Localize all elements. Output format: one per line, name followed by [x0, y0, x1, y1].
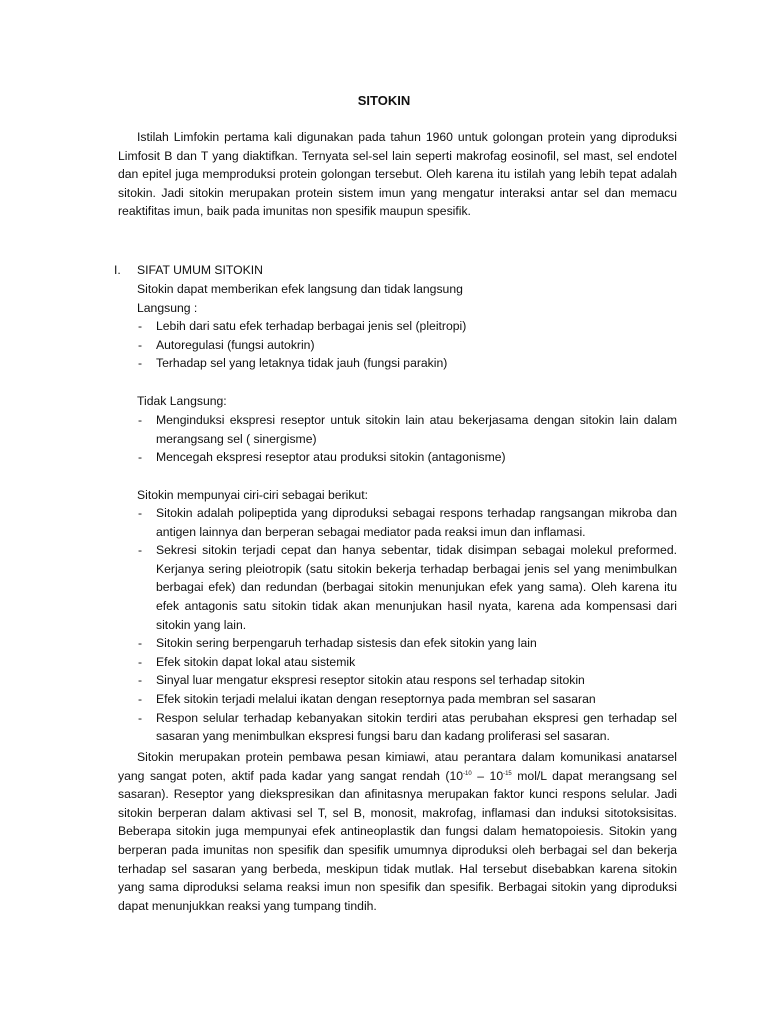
list-item: - Sekresi sitokin terjadi cepat dan hanya sebentar, tidak disimpan sebagai molekul preformed. Kerjanya sering pleiotropik (satu sitokin bekerja terhadap berbagai jenis sel yang menimbulkan berbagai efek) dan redundan (berbagai sitokin menunjukan efek yang sama). Oleh karena itu efek antagonis satu sitokin tidak akan menunjukan hasil nyata, karena ada kompensasi dari sitokin yang lain.: [137, 541, 677, 634]
traits-list: [137, 504, 677, 746]
direct-label: Langsung :: [137, 301, 198, 315]
direct-effects-list: [137, 317, 677, 373]
document-title: SITOKIN: [357, 93, 411, 108]
section-heading: [114, 261, 263, 280]
exponent-2: -15: [503, 770, 512, 777]
closing-text-3: mol/L dapat merangsang sel sasaran). Reseptor yang diekspresikan dan afinitasnya merupakan faktor kunci respons selular. Jadi sitokin berperan dalam aktivasi sel T, sel B, monosit, makrofag, inflamasi dan induksi sitotoksisitas. Beberapa sitokin juga mempunyai efek antineoplastik dan fungsi dalam hematopoiesis. Sitokin yang berperan pada imunitas non spesifik dan spesifik umumnya diproduksi oleh berbagai sel dan bekerja terhadap sel sasaran yang berbeda, meskipun tidak mutlak. Hal tersebut disebabkan karena sitokin yang sama diproduksi selama reaksi imun non spesifik dan spesifik. Berbagai sitokin yang diproduksi dapat menunjukkan reaksi yang tumpang tindih.: [118, 768, 677, 913]
closing-text-2: – 10: [471, 768, 504, 783]
closing-text-1: Sitokin merupakan protein pembawa pesan kimiawi, atau perantara dalam komunikasi anatarsel yang sangat poten, aktif pada kadar yang sangat rendah (10: [118, 750, 677, 783]
section-lead: Sitokin dapat memberikan efek langsung dan tidak langsung: [137, 282, 463, 296]
section-number: I.: [114, 263, 121, 277]
closing-paragraph: [118, 748, 677, 915]
intro-paragraph: Istilah Limfokin pertama kali digunakan pada tahun 1960 untuk golongan protein yang diproduksi Limfosit B dan T yang diaktifkan. Ternyata sel-sel lain seperti makrofag eosinofil, sel mast, sel endotel dan epitel juga memproduksi protein golongan tersebut. Oleh karena itu istilah yang lebih tepat adalah sitokin. Jadi sitokin merupakan protein sistem imun yang mengatur interaksi antar sel dan memacu reaktifitas imun, baik pada imunitas non spesifik maupun spesifik.: [118, 130, 677, 219]
exponent-1: -10: [463, 770, 472, 777]
list-item: - Sitokin sering berpengaruh terhadap sistesis dan efek sitokin yang lain: [137, 634, 677, 653]
indirect-label: Tidak Langsung:: [137, 394, 227, 408]
list-item: - Respon selular terhadap kebanyakan sitokin terdiri atas perubahan ekspresi gen terhadap sel sasaran yang menimbulkan ekspresi fungsi baru dan kadang proliferasi sel sasaran.: [137, 709, 677, 746]
list-item: - Lebih dari satu efek terhadap berbagai jenis sel (pleitropi): [137, 317, 677, 336]
list-item: - Sitokin adalah polipeptida yang diproduksi sebagai respons terhadap rangsangan mikroba dan antigen lainnya dan berperan sebagai mediator pada reaksi imun dan inflamasi.: [137, 504, 677, 541]
list-item: - Efek sitokin terjadi melalui ikatan dengan reseptornya pada membran sel sasaran: [137, 690, 677, 709]
section-title: SIFAT UMUM SITOKIN: [137, 263, 263, 277]
list-item: - Mencegah ekspresi reseptor atau produksi sitokin (antagonisme): [137, 448, 677, 467]
list-item: - Sinyal luar mengatur ekspresi reseptor sitokin atau respons sel terhadap sitokin: [137, 671, 677, 690]
list-item: - Terhadap sel yang letaknya tidak jauh (fungsi parakin): [137, 354, 677, 373]
traits-label: Sitokin mempunyai ciri-ciri sebagai berikut:: [137, 488, 368, 502]
list-item: - Efek sitokin dapat lokal atau sistemik: [137, 653, 677, 672]
list-item: - Menginduksi ekspresi reseptor untuk sitokin lain atau bekerjasama dengan sitokin lain dalam merangsang sel ( sinergisme): [137, 411, 677, 448]
list-item: - Autoregulasi (fungsi autokrin): [137, 336, 677, 355]
indirect-effects-list: [137, 411, 677, 467]
